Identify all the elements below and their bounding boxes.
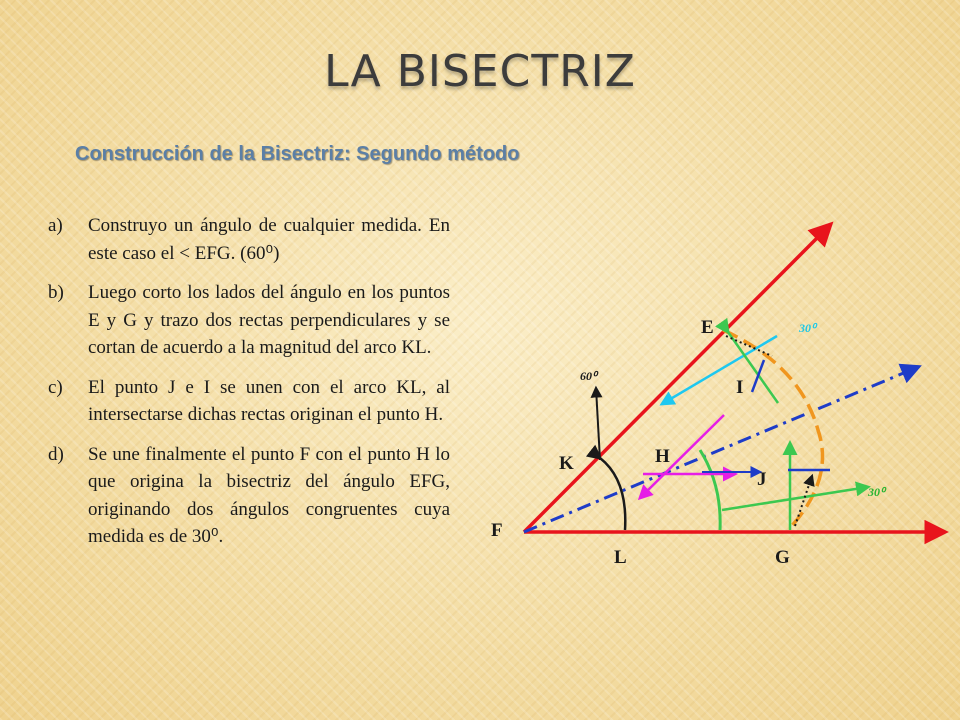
side-fe xyxy=(524,225,830,532)
label-f: F xyxy=(491,520,503,541)
step-c xyxy=(48,374,450,429)
slide-subtitle: Construcción de la Bisectriz: Segundo método xyxy=(75,143,520,165)
arc-h xyxy=(700,450,720,530)
ray-i-h xyxy=(640,415,724,498)
arc-kl-radius xyxy=(596,388,600,460)
label-g: G xyxy=(775,547,790,568)
slide-title: LA BISECTRIZ xyxy=(324,46,636,97)
step-text: Construyo un ángulo de cualquier medida. En este caso el < EFG. (60⁰) xyxy=(88,215,450,264)
segment-i-blue xyxy=(752,360,764,392)
label-k: K xyxy=(559,453,574,474)
steps-list xyxy=(48,212,450,563)
label-h: H xyxy=(655,446,670,467)
step-d xyxy=(48,441,450,551)
segment-g-j xyxy=(722,487,868,510)
step-letter: d) xyxy=(48,443,64,465)
bisector-line xyxy=(524,367,918,532)
angle-label-60: 60⁰ xyxy=(580,369,597,383)
label-j: J xyxy=(757,469,767,490)
label-i: I xyxy=(736,377,744,398)
step-letter: c) xyxy=(48,376,63,398)
step-text: Se une finalmente el punto F con el punto H lo que origina la bisectriz del ángulo EFG, originando dos ángulos congruentes cuya medida es de 30⁰. xyxy=(88,443,450,548)
step-text: Luego corto los lados del ángulo en los puntos E y G y trazo dos rectas perpendiculares y se cortan de acuerdo a la magnitud del arco KL. xyxy=(88,282,450,359)
step-letter: a) xyxy=(48,215,63,236)
angle-label-30-bottom: 30⁰ xyxy=(868,485,885,499)
step-letter: b) xyxy=(48,282,64,304)
step-text: El punto J e I se unen con el arco KL, al intersectarse dichas rectas originan el punto H. xyxy=(88,376,450,426)
label-e: E xyxy=(701,317,714,338)
step-a xyxy=(48,212,450,267)
label-l: L xyxy=(614,547,627,568)
bisector-construction-diagram xyxy=(480,200,940,590)
angle-label-30-top: 30⁰ xyxy=(799,321,816,335)
step-b xyxy=(48,279,450,362)
